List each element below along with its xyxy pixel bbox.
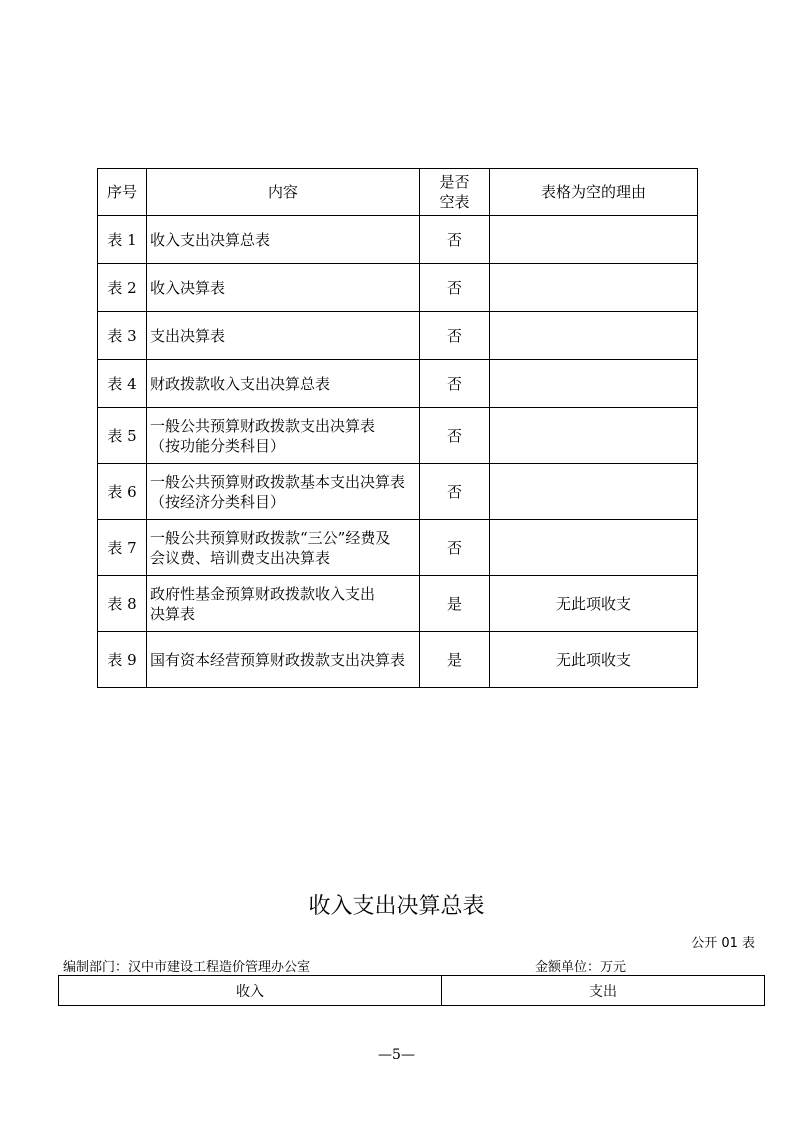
header-reason: 表格为空的理由	[490, 169, 698, 216]
row-is-empty: 否	[420, 360, 490, 408]
row-content: 财政拨款收入支出决算总表	[147, 360, 420, 408]
table-row	[98, 632, 698, 688]
row-no: 表 7	[98, 520, 147, 576]
table-row	[98, 520, 698, 576]
compiling-department: 编制部门：汉中市建设工程造价管理办公室	[63, 960, 311, 975]
summary-header-row	[59, 976, 765, 1006]
row-reason	[490, 408, 698, 464]
row-no: 表 6	[98, 464, 147, 520]
table-header-row	[98, 169, 698, 216]
row-is-empty: 否	[420, 264, 490, 312]
row-no: 表 1	[98, 216, 147, 264]
row-content: 国有资本经营预算财政拨款支出决算表	[147, 632, 420, 688]
header-no: 序号	[98, 169, 147, 216]
row-reason	[490, 264, 698, 312]
table-row	[98, 216, 698, 264]
row-content: 支出决算表	[147, 312, 420, 360]
row-no: 表 4	[98, 360, 147, 408]
row-reason	[490, 360, 698, 408]
table-row	[98, 576, 698, 632]
row-content: 政府性基金预算财政拨款收入支出 决算表	[147, 576, 420, 632]
header-content: 内容	[147, 169, 420, 216]
table-row	[98, 360, 698, 408]
row-content: 收入支出决算总表	[147, 216, 420, 264]
summary-title: 收入支出决算总表	[308, 894, 485, 919]
table-row	[98, 264, 698, 312]
table-row	[98, 312, 698, 360]
row-reason	[490, 312, 698, 360]
form-number: 公开 01 表	[691, 936, 755, 951]
row-is-empty: 否	[420, 216, 490, 264]
table-row	[98, 464, 698, 520]
row-no: 表 2	[98, 264, 147, 312]
row-is-empty: 是	[420, 632, 490, 688]
row-reason	[490, 520, 698, 576]
summary-col-expense: 支出	[442, 976, 765, 1006]
row-is-empty: 是	[420, 576, 490, 632]
row-reason: 无此项收支	[490, 632, 698, 688]
row-content: 收入决算表	[147, 264, 420, 312]
table-row	[98, 408, 698, 464]
summary-table	[58, 975, 765, 1006]
row-no: 表 8	[98, 576, 147, 632]
row-no: 表 5	[98, 408, 147, 464]
table-index	[97, 168, 698, 688]
row-reason: 无此项收支	[490, 576, 698, 632]
page-number: —5—	[378, 1047, 415, 1063]
row-content: 一般公共预算财政拨款“三公”经费及 会议费、培训费支出决算表	[147, 520, 420, 576]
row-no: 表 3	[98, 312, 147, 360]
row-content: 一般公共预算财政拨款基本支出决算表 （按经济分类科目）	[147, 464, 420, 520]
row-reason	[490, 464, 698, 520]
row-is-empty: 否	[420, 520, 490, 576]
row-reason	[490, 216, 698, 264]
amount-unit: 金额单位：万元	[535, 960, 627, 975]
summary-col-income: 收入	[59, 976, 442, 1006]
row-is-empty: 否	[420, 464, 490, 520]
row-content: 一般公共预算财政拨款支出决算表 （按功能分类科目）	[147, 408, 420, 464]
row-is-empty: 否	[420, 408, 490, 464]
header-is-empty: 是否 空表	[420, 169, 490, 216]
row-no: 表 9	[98, 632, 147, 688]
row-is-empty: 否	[420, 312, 490, 360]
